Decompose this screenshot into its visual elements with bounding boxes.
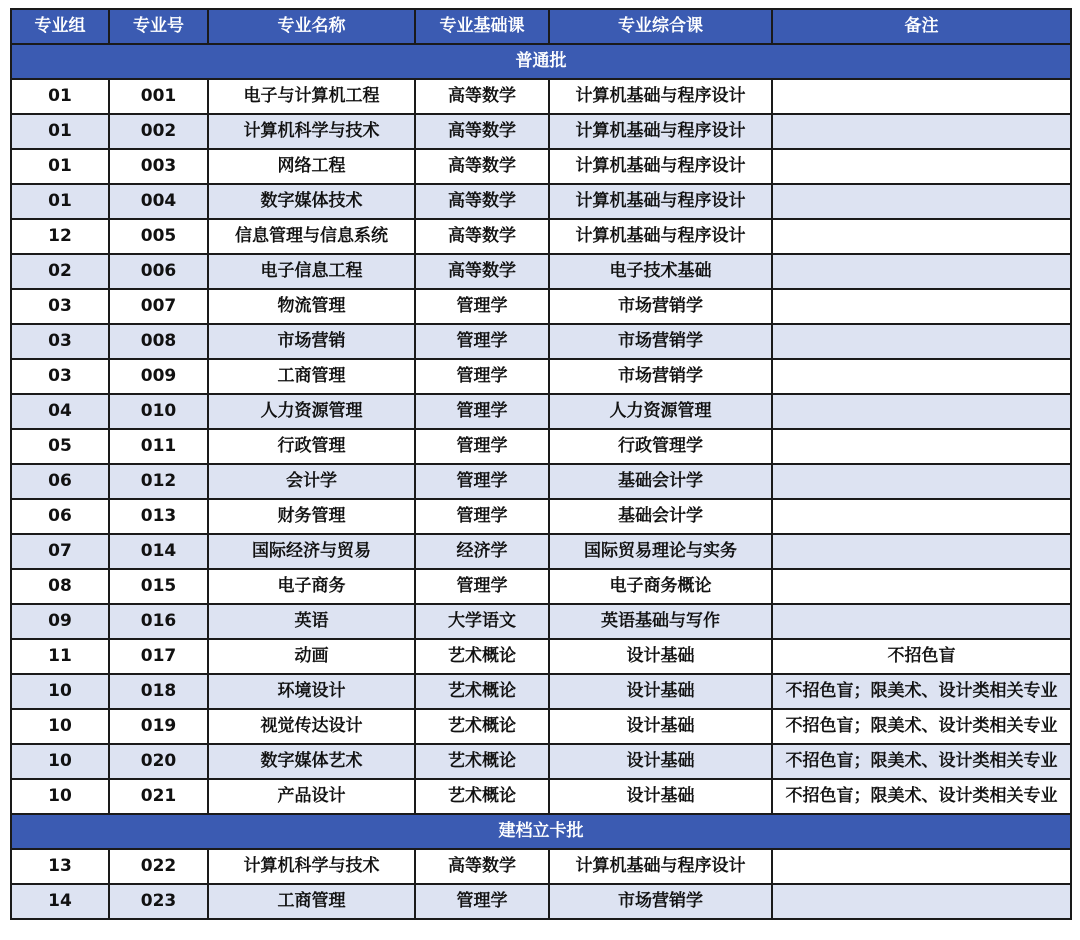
table-row: [11, 849, 1071, 884]
cell-major-name: 英语: [208, 604, 415, 639]
cell-comprehensive-course: 计算机基础与程序设计: [549, 219, 772, 254]
table-row: [11, 884, 1071, 919]
cell-basic-course: 高等数学: [415, 254, 549, 289]
cell-basic-course: 高等数学: [415, 114, 549, 149]
major-table: [10, 8, 1072, 920]
cell-notes: [772, 499, 1071, 534]
cell-group: 10: [11, 709, 109, 744]
cell-major-name: 信息管理与信息系统: [208, 219, 415, 254]
cell-basic-course: 艺术概论: [415, 744, 549, 779]
cell-comprehensive-course: 市场营销学: [549, 324, 772, 359]
cell-comprehensive-course: 英语基础与写作: [549, 604, 772, 639]
cell-notes: [772, 849, 1071, 884]
cell-basic-course: 高等数学: [415, 849, 549, 884]
cell-comprehensive-course: 基础会计学: [549, 464, 772, 499]
cell-basic-course: 大学语文: [415, 604, 549, 639]
cell-comprehensive-course: 市场营销学: [549, 359, 772, 394]
cell-major-name: 会计学: [208, 464, 415, 499]
cell-major-name: 环境设计: [208, 674, 415, 709]
table-row: [11, 359, 1071, 394]
cell-major-name: 数字媒体艺术: [208, 744, 415, 779]
cell-code: 013: [109, 499, 208, 534]
cell-major-name: 电子与计算机工程: [208, 79, 415, 114]
cell-comprehensive-course: 计算机基础与程序设计: [549, 849, 772, 884]
cell-notes: [772, 359, 1071, 394]
cell-comprehensive-course: 计算机基础与程序设计: [549, 184, 772, 219]
table-row: [11, 604, 1071, 639]
cell-group: 12: [11, 219, 109, 254]
table-row: [11, 534, 1071, 569]
cell-code: 011: [109, 429, 208, 464]
cell-group: 10: [11, 674, 109, 709]
cell-group: 08: [11, 569, 109, 604]
cell-notes: [772, 534, 1071, 569]
cell-major-name: 计算机科学与技术: [208, 849, 415, 884]
cell-code: 003: [109, 149, 208, 184]
cell-group: 09: [11, 604, 109, 639]
cell-major-name: 视觉传达设计: [208, 709, 415, 744]
table-row: [11, 429, 1071, 464]
section-header-row: [11, 814, 1071, 849]
cell-major-name: 网络工程: [208, 149, 415, 184]
cell-major-name: 物流管理: [208, 289, 415, 324]
cell-code: 008: [109, 324, 208, 359]
cell-basic-course: 管理学: [415, 429, 549, 464]
cell-notes: 不招色盲；限美术、设计类相关专业: [772, 744, 1071, 779]
section-title: 建档立卡批: [11, 814, 1071, 849]
cell-code: 006: [109, 254, 208, 289]
table-row: [11, 499, 1071, 534]
cell-code: 015: [109, 569, 208, 604]
cell-group: 07: [11, 534, 109, 569]
cell-comprehensive-course: 基础会计学: [549, 499, 772, 534]
cell-code: 009: [109, 359, 208, 394]
cell-major-name: 工商管理: [208, 884, 415, 919]
cell-comprehensive-course: 电子商务概论: [549, 569, 772, 604]
cell-notes: [772, 884, 1071, 919]
cell-major-name: 动画: [208, 639, 415, 674]
cell-comprehensive-course: 计算机基础与程序设计: [549, 79, 772, 114]
cell-comprehensive-course: 设计基础: [549, 709, 772, 744]
cell-notes: [772, 149, 1071, 184]
col-header-notes: 备注: [772, 9, 1071, 44]
header-row: [11, 9, 1071, 44]
cell-basic-course: 管理学: [415, 359, 549, 394]
cell-code: 016: [109, 604, 208, 639]
cell-comprehensive-course: 国际贸易理论与实务: [549, 534, 772, 569]
cell-notes: [772, 429, 1071, 464]
cell-code: 020: [109, 744, 208, 779]
cell-code: 023: [109, 884, 208, 919]
cell-group: 01: [11, 79, 109, 114]
cell-code: 005: [109, 219, 208, 254]
cell-group: 01: [11, 114, 109, 149]
cell-group: 03: [11, 324, 109, 359]
table-row: [11, 569, 1071, 604]
cell-major-name: 数字媒体技术: [208, 184, 415, 219]
cell-code: 010: [109, 394, 208, 429]
table-row: [11, 79, 1071, 114]
cell-basic-course: 高等数学: [415, 149, 549, 184]
cell-comprehensive-course: 市场营销学: [549, 884, 772, 919]
cell-notes: 不招色盲: [772, 639, 1071, 674]
cell-notes: [772, 114, 1071, 149]
cell-notes: [772, 79, 1071, 114]
cell-code: 004: [109, 184, 208, 219]
cell-basic-course: 高等数学: [415, 79, 549, 114]
cell-code: 002: [109, 114, 208, 149]
cell-group: 06: [11, 499, 109, 534]
col-header-name: 专业名称: [208, 9, 415, 44]
cell-comprehensive-course: 行政管理学: [549, 429, 772, 464]
table-header: [11, 9, 1071, 44]
cell-notes: 不招色盲；限美术、设计类相关专业: [772, 674, 1071, 709]
cell-basic-course: 艺术概论: [415, 779, 549, 814]
cell-basic-course: 经济学: [415, 534, 549, 569]
cell-notes: [772, 394, 1071, 429]
cell-major-name: 市场营销: [208, 324, 415, 359]
cell-comprehensive-course: 人力资源管理: [549, 394, 772, 429]
cell-group: 03: [11, 359, 109, 394]
cell-notes: [772, 569, 1071, 604]
cell-notes: [772, 254, 1071, 289]
cell-comprehensive-course: 设计基础: [549, 744, 772, 779]
table-row: [11, 709, 1071, 744]
cell-code: 017: [109, 639, 208, 674]
col-header-code: 专业号: [109, 9, 208, 44]
cell-basic-course: 管理学: [415, 289, 549, 324]
table-row: [11, 254, 1071, 289]
cell-code: 012: [109, 464, 208, 499]
cell-code: 019: [109, 709, 208, 744]
table-row: [11, 779, 1071, 814]
cell-major-name: 电子信息工程: [208, 254, 415, 289]
table-row: [11, 149, 1071, 184]
col-header-comprehensive-course: 专业综合课: [549, 9, 772, 44]
cell-notes: [772, 464, 1071, 499]
cell-notes: 不招色盲；限美术、设计类相关专业: [772, 779, 1071, 814]
cell-notes: 不招色盲；限美术、设计类相关专业: [772, 709, 1071, 744]
cell-group: 06: [11, 464, 109, 499]
cell-basic-course: 管理学: [415, 394, 549, 429]
cell-comprehensive-course: 市场营销学: [549, 289, 772, 324]
cell-major-name: 计算机科学与技术: [208, 114, 415, 149]
cell-group: 03: [11, 289, 109, 324]
section-header-row: [11, 44, 1071, 79]
cell-basic-course: 管理学: [415, 569, 549, 604]
table-row: [11, 394, 1071, 429]
cell-basic-course: 高等数学: [415, 219, 549, 254]
cell-notes: [772, 604, 1071, 639]
section-title: 普通批: [11, 44, 1071, 79]
cell-group: 05: [11, 429, 109, 464]
cell-comprehensive-course: 计算机基础与程序设计: [549, 149, 772, 184]
cell-group: 02: [11, 254, 109, 289]
cell-comprehensive-course: 计算机基础与程序设计: [549, 114, 772, 149]
cell-major-name: 人力资源管理: [208, 394, 415, 429]
cell-comprehensive-course: 电子技术基础: [549, 254, 772, 289]
cell-basic-course: 艺术概论: [415, 674, 549, 709]
cell-basic-course: 艺术概论: [415, 639, 549, 674]
cell-basic-course: 管理学: [415, 324, 549, 359]
cell-notes: [772, 289, 1071, 324]
cell-group: 04: [11, 394, 109, 429]
table-row: [11, 289, 1071, 324]
cell-group: 01: [11, 149, 109, 184]
table-row: [11, 744, 1071, 779]
cell-group: 14: [11, 884, 109, 919]
cell-code: 014: [109, 534, 208, 569]
col-header-basic-course: 专业基础课: [415, 9, 549, 44]
cell-major-name: 财务管理: [208, 499, 415, 534]
table-body: [11, 44, 1071, 919]
cell-major-name: 工商管理: [208, 359, 415, 394]
table-row: [11, 674, 1071, 709]
cell-basic-course: 管理学: [415, 884, 549, 919]
table-row: [11, 184, 1071, 219]
cell-code: 018: [109, 674, 208, 709]
cell-notes: [772, 219, 1071, 254]
cell-comprehensive-course: 设计基础: [549, 779, 772, 814]
cell-code: 021: [109, 779, 208, 814]
cell-group: 10: [11, 744, 109, 779]
cell-notes: [772, 324, 1071, 359]
table-row: [11, 639, 1071, 674]
table-row: [11, 219, 1071, 254]
cell-comprehensive-course: 设计基础: [549, 639, 772, 674]
cell-notes: [772, 184, 1071, 219]
cell-code: 022: [109, 849, 208, 884]
cell-major-name: 电子商务: [208, 569, 415, 604]
col-header-group: 专业组: [11, 9, 109, 44]
cell-basic-course: 管理学: [415, 499, 549, 534]
cell-group: 10: [11, 779, 109, 814]
cell-group: 13: [11, 849, 109, 884]
cell-basic-course: 高等数学: [415, 184, 549, 219]
cell-code: 001: [109, 79, 208, 114]
table-row: [11, 464, 1071, 499]
cell-major-name: 行政管理: [208, 429, 415, 464]
cell-group: 01: [11, 184, 109, 219]
table-row: [11, 114, 1071, 149]
cell-group: 11: [11, 639, 109, 674]
cell-major-name: 产品设计: [208, 779, 415, 814]
cell-basic-course: 艺术概论: [415, 709, 549, 744]
cell-major-name: 国际经济与贸易: [208, 534, 415, 569]
cell-basic-course: 管理学: [415, 464, 549, 499]
table-row: [11, 324, 1071, 359]
cell-code: 007: [109, 289, 208, 324]
cell-comprehensive-course: 设计基础: [549, 674, 772, 709]
